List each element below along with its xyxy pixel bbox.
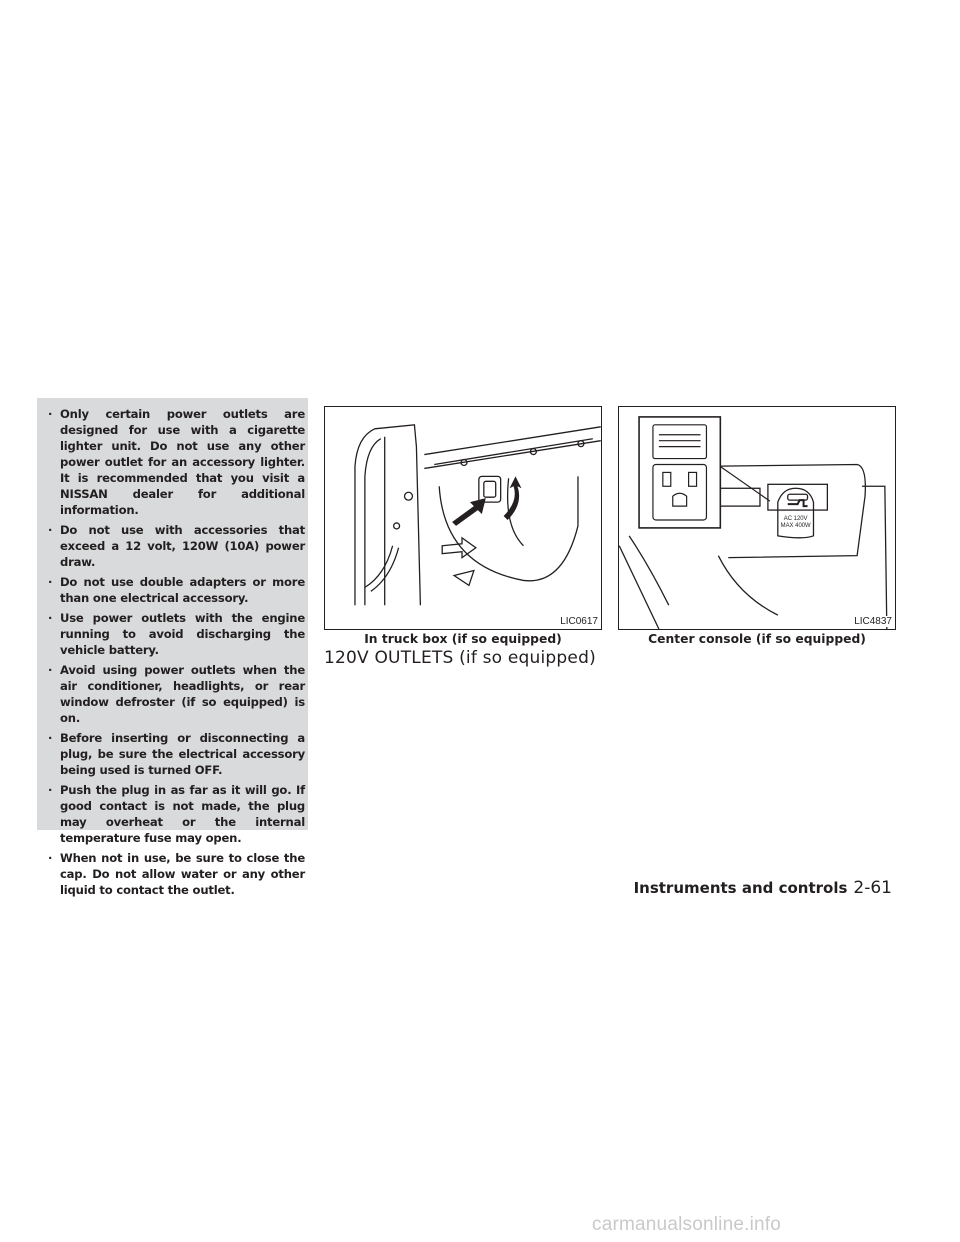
figure-code: LIC0617 bbox=[560, 616, 598, 627]
bullet: · bbox=[48, 851, 53, 865]
footer-section-name: Instruments and controls bbox=[633, 879, 848, 897]
figure-caption: Center console (if so equipped) bbox=[648, 632, 866, 646]
outlet-rating-line1: AC 120V bbox=[783, 515, 808, 522]
bullet: · bbox=[48, 523, 53, 537]
section-title: 120V OUTLETS (if so equipped) bbox=[324, 648, 596, 668]
figure-caption: In truck box (if so equipped) bbox=[364, 632, 562, 646]
caution-item: · Only certain power outlets are designed for use with a cigarette lighter unit. Do not use any other power outlet for an accessory lighter. It is recommended that you visit a NISSAN dealer for additional information. bbox=[48, 407, 305, 517]
center-console-illustration bbox=[619, 407, 895, 629]
caution-item: · Push the plug in as far as it will go. If good contact is not made, the plug may overheat or the internal temperature fuse may open. bbox=[48, 783, 305, 845]
bullet: · bbox=[48, 611, 53, 625]
watermark: carmanualsonline.info bbox=[592, 1214, 782, 1235]
caution-item: · Use power outlets with the engine running to avoid discharging the vehicle battery. bbox=[48, 611, 305, 657]
bullet: · bbox=[48, 575, 53, 589]
center-console-figure bbox=[618, 406, 896, 630]
caution-box bbox=[37, 398, 308, 897]
truck-box-figure bbox=[324, 406, 602, 630]
caution-item: · Do not use double adapters or more than one electrical accessory. bbox=[48, 575, 305, 605]
caution-item: · When not in use, be sure to close the cap. Do not allow water or any other liquid to contact the outlet. bbox=[48, 851, 305, 897]
bullet: · bbox=[48, 663, 53, 677]
bullet: · bbox=[48, 783, 53, 797]
caution-item: · Do not use with accessories that exceed a 12 volt, 120W (10A) power draw. bbox=[48, 523, 305, 569]
caution-list bbox=[45, 406, 305, 898]
page-footer bbox=[634, 878, 892, 898]
bullet: · bbox=[48, 731, 53, 745]
outlet-rating-line2: MAX 400W bbox=[780, 522, 811, 529]
truck-box-illustration bbox=[325, 407, 601, 629]
bullet: · bbox=[48, 407, 53, 421]
figure-code: LIC4837 bbox=[854, 616, 892, 627]
caution-item: · Avoid using power outlets when the air conditioner, headlights, or rear window defroster (if so equipped) is on. bbox=[48, 663, 305, 725]
page-number: 2-61 bbox=[853, 878, 892, 898]
caution-item: · Before inserting or disconnecting a plug, be sure the electrical accessory being used is turned OFF. bbox=[48, 731, 305, 777]
